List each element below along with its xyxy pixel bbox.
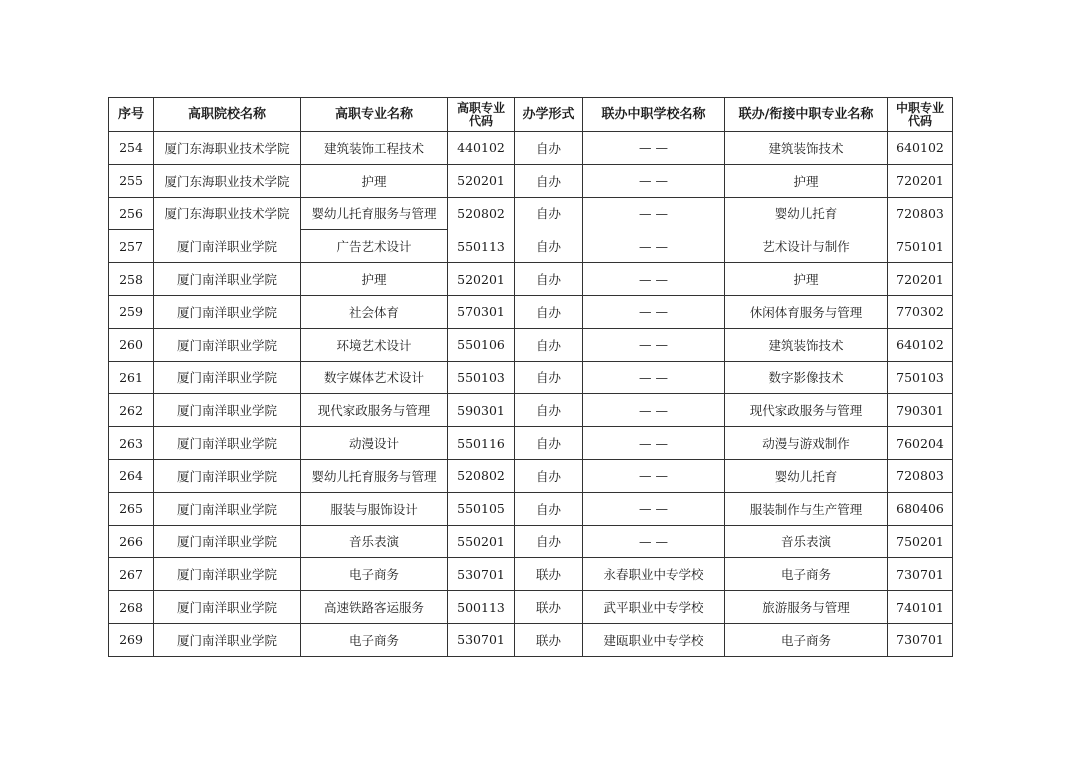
cell-major-code: 500113 xyxy=(448,591,515,624)
cell-partner-school: — — xyxy=(583,492,725,525)
cell-college: 厦门南洋职业学院 xyxy=(154,394,301,427)
cell-partner-school: — — xyxy=(583,197,725,230)
cell-major-code: 440102 xyxy=(448,132,515,165)
cell-college: 厦门南洋职业学院 xyxy=(154,427,301,460)
table-row xyxy=(109,591,953,624)
cell-partner-school: — — xyxy=(583,164,725,197)
cell-partner-school: — — xyxy=(583,132,725,165)
cell-major: 护理 xyxy=(301,164,448,197)
cell-mode: 自办 xyxy=(515,525,583,558)
cell-partner-major: 数字影像技术 xyxy=(725,361,888,394)
cell-partner-major: 休闲体育服务与管理 xyxy=(725,295,888,328)
cell-index: 256 xyxy=(109,197,154,230)
cell-mode: 自办 xyxy=(515,132,583,165)
cell-secondary-code: 750101 xyxy=(888,230,953,263)
cell-secondary-code: 730701 xyxy=(888,623,953,656)
cell-college: 厦门南洋职业学院 xyxy=(154,295,301,328)
cell-major: 现代家政服务与管理 xyxy=(301,394,448,427)
cell-college: 厦门南洋职业学院 xyxy=(154,230,301,263)
cell-major: 动漫设计 xyxy=(301,427,448,460)
header-secondary-code xyxy=(888,98,953,132)
cell-secondary-code: 790301 xyxy=(888,394,953,427)
table-row xyxy=(109,525,953,558)
cell-partner-major: 旅游服务与管理 xyxy=(725,591,888,624)
table-row xyxy=(109,394,953,427)
cell-secondary-code: 640102 xyxy=(888,328,953,361)
table-header xyxy=(109,98,953,132)
table-row xyxy=(109,427,953,460)
cell-college: 厦门南洋职业学院 xyxy=(154,328,301,361)
cell-major-code: 550113 xyxy=(448,230,515,263)
cell-mode: 自办 xyxy=(515,230,583,263)
cell-major-code: 550106 xyxy=(448,328,515,361)
cell-college: 厦门南洋职业学院 xyxy=(154,525,301,558)
cell-college: 厦门南洋职业学院 xyxy=(154,623,301,656)
table-row xyxy=(109,132,953,165)
cell-major-code: 520802 xyxy=(448,197,515,230)
cell-major-code: 530701 xyxy=(448,623,515,656)
table-row xyxy=(109,295,953,328)
enrollment-table xyxy=(108,97,953,657)
cell-major-code: 550116 xyxy=(448,427,515,460)
table-row xyxy=(109,492,953,525)
cell-secondary-code: 740101 xyxy=(888,591,953,624)
cell-major: 广告艺术设计 xyxy=(301,230,448,263)
cell-index: 267 xyxy=(109,558,154,591)
cell-partner-school: — — xyxy=(583,295,725,328)
header-row xyxy=(109,98,953,132)
cell-mode: 自办 xyxy=(515,164,583,197)
table-row xyxy=(109,459,953,492)
cell-college: 厦门东海职业技术学院 xyxy=(154,197,301,230)
cell-partner-school: — — xyxy=(583,394,725,427)
cell-index: 268 xyxy=(109,591,154,624)
cell-partner-major: 护理 xyxy=(725,263,888,296)
cell-major-code: 590301 xyxy=(448,394,515,427)
cell-mode: 自办 xyxy=(515,295,583,328)
table-row xyxy=(109,328,953,361)
cell-major: 婴幼儿托育服务与管理 xyxy=(301,459,448,492)
cell-mode: 自办 xyxy=(515,263,583,296)
table-body xyxy=(109,132,953,657)
table-row xyxy=(109,164,953,197)
header-index: 序号 xyxy=(109,98,154,132)
cell-partner-major: 艺术设计与制作 xyxy=(725,230,888,263)
cell-secondary-code: 720803 xyxy=(888,459,953,492)
cell-mode: 自办 xyxy=(515,427,583,460)
cell-secondary-code: 720201 xyxy=(888,263,953,296)
cell-mode: 联办 xyxy=(515,623,583,656)
cell-major: 数字媒体艺术设计 xyxy=(301,361,448,394)
cell-partner-major: 现代家政服务与管理 xyxy=(725,394,888,427)
cell-mode: 自办 xyxy=(515,328,583,361)
cell-major-code: 520802 xyxy=(448,459,515,492)
cell-secondary-code: 770302 xyxy=(888,295,953,328)
cell-secondary-code: 730701 xyxy=(888,558,953,591)
cell-partner-school: — — xyxy=(583,230,725,263)
cell-index: 261 xyxy=(109,361,154,394)
cell-partner-major: 护理 xyxy=(725,164,888,197)
cell-index: 259 xyxy=(109,295,154,328)
cell-major-code: 570301 xyxy=(448,295,515,328)
cell-major: 电子商务 xyxy=(301,558,448,591)
header-major: 高职专业名称 xyxy=(301,98,448,132)
cell-index: 264 xyxy=(109,459,154,492)
cell-major-code: 550201 xyxy=(448,525,515,558)
cell-secondary-code: 750103 xyxy=(888,361,953,394)
cell-college: 厦门南洋职业学院 xyxy=(154,591,301,624)
header-mode: 办学形式 xyxy=(515,98,583,132)
cell-major: 护理 xyxy=(301,263,448,296)
cell-college: 厦门南洋职业学院 xyxy=(154,459,301,492)
cell-college: 厦门东海职业技术学院 xyxy=(154,132,301,165)
cell-index: 255 xyxy=(109,164,154,197)
cell-partner-school: — — xyxy=(583,427,725,460)
cell-partner-school: 永春职业中专学校 xyxy=(583,558,725,591)
header-major-code xyxy=(448,98,515,132)
header-partner-school: 联办中职学校名称 xyxy=(583,98,725,132)
cell-mode: 联办 xyxy=(515,591,583,624)
cell-index: 258 xyxy=(109,263,154,296)
cell-partner-major: 电子商务 xyxy=(725,623,888,656)
cell-index: 266 xyxy=(109,525,154,558)
cell-partner-school: — — xyxy=(583,263,725,296)
cell-index: 260 xyxy=(109,328,154,361)
cell-secondary-code: 750201 xyxy=(888,525,953,558)
cell-index: 262 xyxy=(109,394,154,427)
header-college: 高职院校名称 xyxy=(154,98,301,132)
cell-partner-major: 电子商务 xyxy=(725,558,888,591)
cell-secondary-code: 640102 xyxy=(888,132,953,165)
table-row xyxy=(109,558,953,591)
cell-partner-major: 建筑装饰技术 xyxy=(725,328,888,361)
table-row xyxy=(109,197,953,230)
header-major-code-text: 高职专业代码 xyxy=(456,100,505,128)
cell-major: 社会体育 xyxy=(301,295,448,328)
cell-index: 265 xyxy=(109,492,154,525)
cell-secondary-code: 760204 xyxy=(888,427,953,460)
table-row xyxy=(109,361,953,394)
cell-major-code: 530701 xyxy=(448,558,515,591)
cell-college: 厦门南洋职业学院 xyxy=(154,361,301,394)
cell-secondary-code: 720803 xyxy=(888,197,953,230)
cell-mode: 联办 xyxy=(515,558,583,591)
cell-index: 269 xyxy=(109,623,154,656)
cell-partner-major: 婴幼儿托育 xyxy=(725,197,888,230)
cell-partner-major: 音乐表演 xyxy=(725,525,888,558)
cell-mode: 自办 xyxy=(515,459,583,492)
cell-major: 高速铁路客运服务 xyxy=(301,591,448,624)
cell-partner-school: 建瓯职业中专学校 xyxy=(583,623,725,656)
cell-index: 263 xyxy=(109,427,154,460)
cell-college: 厦门南洋职业学院 xyxy=(154,558,301,591)
header-partner-major: 联办/衔接中职专业名称 xyxy=(725,98,888,132)
cell-mode: 自办 xyxy=(515,197,583,230)
cell-secondary-code: 720201 xyxy=(888,164,953,197)
cell-college: 厦门南洋职业学院 xyxy=(154,263,301,296)
cell-mode: 自办 xyxy=(515,361,583,394)
cell-partner-major: 动漫与游戏制作 xyxy=(725,427,888,460)
cell-partner-school: — — xyxy=(583,525,725,558)
cell-partner-major: 婴幼儿托育 xyxy=(725,459,888,492)
cell-major: 建筑装饰工程技术 xyxy=(301,132,448,165)
cell-partner-school: — — xyxy=(583,328,725,361)
cell-partner-school: 武平职业中专学校 xyxy=(583,591,725,624)
cell-secondary-code: 680406 xyxy=(888,492,953,525)
table-row xyxy=(109,623,953,656)
cell-major-code: 520201 xyxy=(448,263,515,296)
cell-major: 环境艺术设计 xyxy=(301,328,448,361)
cell-major: 电子商务 xyxy=(301,623,448,656)
table-row xyxy=(109,230,953,263)
header-secondary-code-text: 中职专业代码 xyxy=(895,100,944,128)
cell-major: 音乐表演 xyxy=(301,525,448,558)
cell-index: 257 xyxy=(109,230,154,263)
table-row xyxy=(109,263,953,296)
cell-partner-school: — — xyxy=(583,361,725,394)
cell-index: 254 xyxy=(109,132,154,165)
cell-mode: 自办 xyxy=(515,394,583,427)
cell-major-code: 550105 xyxy=(448,492,515,525)
cell-college: 厦门东海职业技术学院 xyxy=(154,164,301,197)
cell-college: 厦门南洋职业学院 xyxy=(154,492,301,525)
cell-major: 婴幼儿托育服务与管理 xyxy=(301,197,448,230)
cell-partner-school: — — xyxy=(583,459,725,492)
cell-mode: 自办 xyxy=(515,492,583,525)
cell-major-code: 550103 xyxy=(448,361,515,394)
cell-major: 服装与服饰设计 xyxy=(301,492,448,525)
cell-major-code: 520201 xyxy=(448,164,515,197)
cell-partner-major: 服装制作与生产管理 xyxy=(725,492,888,525)
cell-partner-major: 建筑装饰技术 xyxy=(725,132,888,165)
